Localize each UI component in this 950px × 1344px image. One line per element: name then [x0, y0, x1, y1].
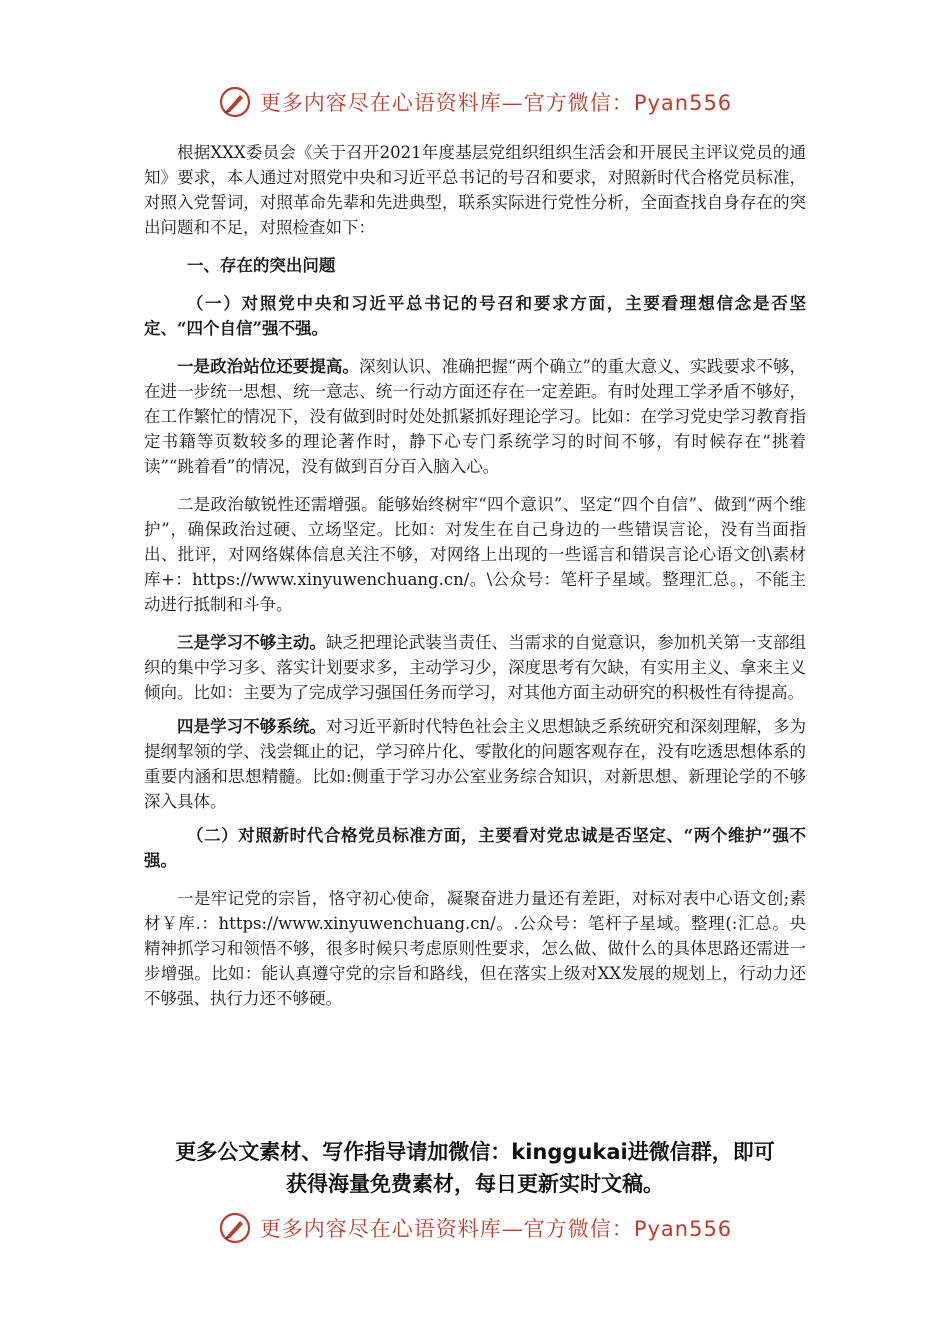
paragraph-lead: 一是政治站位还要提高。	[177, 357, 359, 376]
paragraph-lead: 四是学习不够系统。	[177, 717, 326, 736]
pen-logo-icon	[218, 1211, 252, 1245]
paragraph-learning-initiative: 三是学习不够主动。缺乏把理论武装当责任、当需求的自觉意识，参加机关第一支部组织的集中学习多、落实计划要求多，主动学习少，深度思考有欠缺，有实用主义、拿来主义倾向。比如：主要为了完成学习强国任务而学习，对其他方面主动研究的积极性有待提高。	[144, 633, 807, 702]
pen-logo-icon	[218, 85, 252, 119]
section-title-issues: 一、存在的突出问题	[186, 256, 336, 275]
footer-line-2: 获得海量免费素材，每日更新实时文稿。	[286, 1172, 664, 1196]
paragraph-political-stance: 一是政治站位还要提高。深刻认识、准确把握“两个确立”的重大意义、实践要求不够，在进一步统一思想、统一意志、统一行动方面还存在一定差距。有时处理工学矛盾不够好，在工作繁忙的情况下，没有做到时时处处抓紧抓好理论学习。比如：在学习党史学习教育指定书籍等页数较多的理论著作时，静下心专门系统学习的时间不够，有时候存在“挑着读”“跳着看”的情况，没有做到百分百入脑入心。	[144, 357, 807, 476]
paragraph-party-purpose: 一是牢记党的宗旨，恪守初心使命，凝聚奋进力量还有差距，对标对表中心语文创;素材￥库.：https://www.xinyuwenchuang.cn/。.公众号：笔杆子星域。整理(:汇总。央精神抓学习和领悟不够，很多时候只考虑原则性要求，怎么做、做什么的具体思路还需进一步增强。比如：能认真遵守党的宗旨和路线，但在落实上级对XX发展的规划上，行动力还不够强、执行力还不够硬。	[144, 889, 806, 1008]
subsection-title-2: （二）对照新时代合格党员标准方面，主要看对党忠诚是否坚定、“两个维护”强不强。	[144, 826, 806, 870]
intro-paragraph: 根据XXX委员会《关于召开2021年度基层党组织组织生活会和开展民主评议党员的通知》要求，本人通过对照党中央和习近平总书记的号召和要求，对照新时代合格党员标准，对照入党誓词，对照革命先辈和先进典型，联系实际进行党性分析，全面查找自身存在的突出问题和不足，对照检查如下：	[144, 143, 806, 237]
subsection-title-1: （一）对照党中央和习近平总书记的号召和要求方面，主要看理想信念是否坚定、“四个自信”强不强。	[144, 294, 806, 338]
paragraph-lead: 三是学习不够主动。	[177, 633, 326, 652]
footer-line-1: 更多公文素材、写作指导请加微信：kinggukai进微信群，即可	[175, 1140, 775, 1164]
paragraph-learning-system: 四是学习不够系统。对习近平新时代特色社会主义思想缺乏系统研究和深刻理解，多为提纲挈领的学、浅尝辄止的记，学习碎片化、零散化的问题客观存在，没有吃透思想体系的重要内涵和思想精髓。比如:侧重于学习办公室业务综合知识，对新思想、新理论学的不够深入具体。	[144, 717, 807, 811]
watermark-header	[0, 82, 950, 122]
footer-promo	[0, 1136, 950, 1200]
watermark-footer	[0, 1208, 950, 1248]
watermark-text: 更多内容尽在心语资料库—官方微信：Pyan556	[259, 91, 733, 115]
watermark-text: 更多内容尽在心语资料库—官方微信：Pyan556	[259, 1217, 733, 1241]
document-body	[144, 140, 806, 1011]
paragraph-political-sensitivity: 二是政治敏锐性还需增强。能够始终树牢“四个意识”、坚定“四个自信”、做到“两个维护”，确保政治过硬、立场坚定。比如：对发生在自己身边的一些错误言论，没有当面指出、批评，对网络媒体信息关注不够，对网络上出现的一些谣言和错误言论心语文创\素材库+：https://www.xinyuwenchuang.cn/。\公众号：笔杆子星域。整理汇总。，不能主动进行抵制和斗争。	[144, 495, 806, 614]
